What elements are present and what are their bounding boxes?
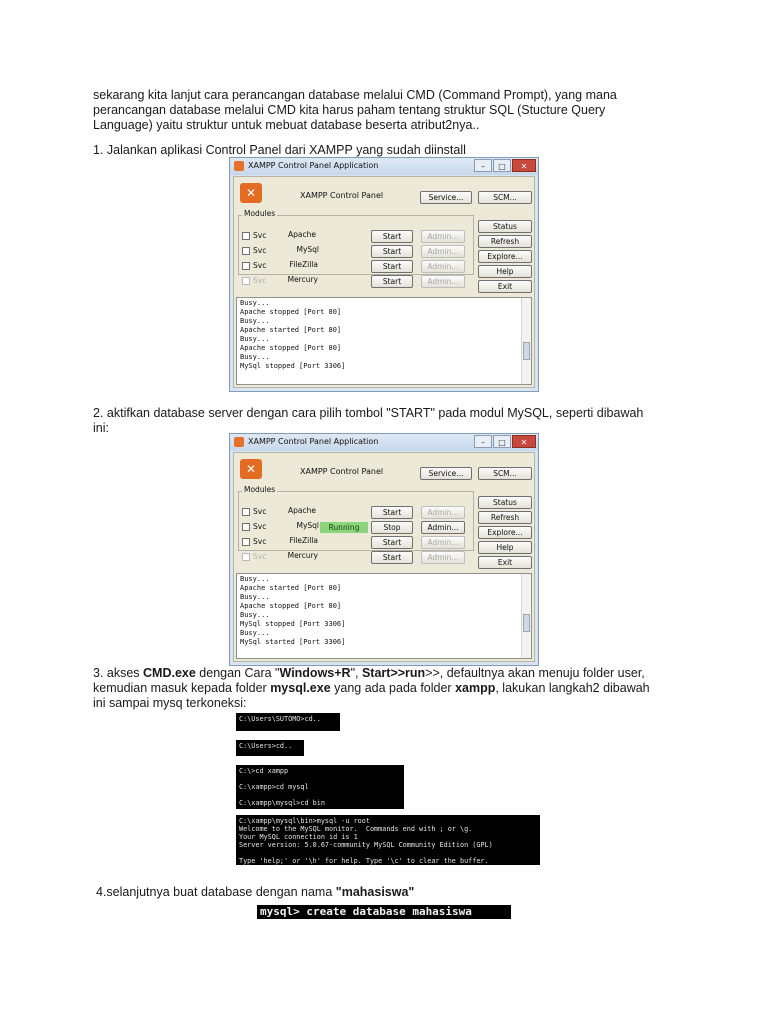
control-panel-body [233, 176, 535, 388]
intro-line-1: sekarang kita lanjut cara perancangan database melalui CMD (Command Prompt), yang mana [93, 88, 617, 102]
intro-line-3: Language) yaitu struktur untuk mebuat database beserta atribut2nya.. [93, 118, 480, 132]
intro-paragraph [93, 88, 693, 133]
start-run-label: Start>>run [361, 666, 426, 680]
database-name-label: "mahasiswa" [335, 885, 415, 899]
step-3-text-part: >>, defaultnya akan menuju folder user, [425, 666, 645, 680]
panel-title: XAMPP Control Panel [300, 467, 384, 476]
step-4-text [96, 885, 696, 900]
cmd-exe-label: CMD.exe [143, 666, 196, 680]
service-button[interactable]: Service... [420, 191, 472, 204]
xampp-logo-icon: ✕ [240, 183, 262, 203]
step-3-text-part: yang ada pada folder [330, 681, 456, 695]
intro-line-2: perancangan database melalui CMD kita harus paham tentang struktur SQL (Stucture Query [93, 103, 606, 117]
filezilla-svc-label: Svc [253, 261, 267, 270]
terminal-cd-xampp-mysql-bin: C:\>cd xampp C:\xampp>cd mysql C:\xampp\mysql>cd bin [236, 765, 404, 809]
log-text: Busy... Apache stopped [Port 80] Busy... Apache started [Port 80] Busy... Apache stopped [Port 80] Busy... MySql stopped [Port 3306] [240, 299, 346, 370]
minimize-icon[interactable]: – [474, 159, 492, 172]
step-3-text-part: kemudian masuk kepada folder [93, 681, 271, 695]
close-icon[interactable]: ✕ [512, 435, 536, 448]
mysql-svc-checkbox[interactable] [242, 523, 250, 531]
mercury-admin-button[interactable]: Admin... [421, 275, 465, 288]
module-filezilla: FileZilla [289, 260, 318, 269]
mercury-start-button[interactable]: Start [371, 275, 413, 288]
explore-button[interactable]: Explore... [478, 526, 532, 539]
apache-start-button[interactable]: Start [371, 230, 413, 243]
apache-admin-button[interactable]: Admin... [421, 230, 465, 243]
title-bar [230, 158, 538, 175]
status-button[interactable]: Status [478, 496, 532, 509]
log-scrollbar[interactable] [521, 298, 531, 384]
close-icon[interactable]: ✕ [512, 159, 536, 172]
windows-r-label: Windows+R [279, 666, 351, 680]
filezilla-svc-checkbox[interactable] [242, 262, 250, 270]
mercury-svc-checkbox[interactable] [242, 277, 250, 285]
module-mercury: Mercury [287, 275, 318, 284]
apache-svc-checkbox[interactable] [242, 232, 250, 240]
help-button[interactable]: Help [478, 265, 532, 278]
terminal-mysql-login: C:\xampp\mysql\bin>mysql -u root Welcome to the MySQL monitor. Commands end with ; or \g. Your MySQL connection id is 1 Server version: 5.0.67-community MySQL Community Edition (GPL) Type 'help;' or '\h' for help. Type '\c' to clear the buffer. [236, 815, 540, 865]
minimize-icon[interactable]: – [474, 435, 492, 448]
mysql-stop-button[interactable]: Stop [371, 521, 413, 534]
step-2-line-1: 2. aktifkan database server dengan cara pilih tombol "START" pada modul MySQL, seperti dibawah [93, 406, 644, 420]
step-4-text-part: 4.selanjutnya buat database dengan nama [96, 885, 336, 899]
step-3-text-part: ", [350, 666, 362, 680]
module-mysql: MySql [296, 245, 319, 254]
scm-button[interactable]: SCM... [478, 467, 532, 480]
apache-start-button[interactable]: Start [371, 506, 413, 519]
filezilla-svc-label: Svc [253, 537, 267, 546]
mysql-svc-label: Svc [253, 522, 267, 531]
module-mysql: MySql [296, 521, 319, 530]
title-bar [230, 434, 538, 451]
service-button[interactable]: Service... [420, 467, 472, 480]
xampp-app-icon [234, 437, 244, 447]
log-scrollbar[interactable] [521, 574, 531, 658]
maximize-icon[interactable]: □ [493, 159, 511, 172]
step-3-text-part: , lakukan langkah2 dibawah [495, 681, 650, 695]
xampp-folder-label: xampp [455, 681, 496, 695]
module-filezilla: FileZilla [289, 536, 318, 545]
xampp-window-screenshot-2 [229, 433, 539, 666]
log-text: Busy... Apache started [Port 80] Busy... Apache stopped [Port 80] Busy... MySql stopped [Port 3306] Busy... MySql started [Port 3306] [240, 575, 346, 646]
refresh-button[interactable]: Refresh [478, 511, 532, 524]
scrollbar-thumb[interactable] [523, 614, 530, 632]
panel-title: XAMPP Control Panel [300, 191, 384, 200]
control-panel-body [233, 452, 535, 662]
mercury-svc-label: Svc [253, 276, 267, 285]
apache-svc-label: Svc [253, 507, 267, 516]
mercury-start-button[interactable]: Start [371, 551, 413, 564]
mysql-admin-button[interactable]: Admin... [421, 245, 465, 258]
filezilla-admin-button[interactable]: Admin... [421, 260, 465, 273]
modules-label: Modules [244, 485, 276, 494]
step-3-text-part: 3. akses [93, 666, 144, 680]
module-mercury: Mercury [287, 551, 318, 560]
mercury-svc-label: Svc [253, 552, 267, 561]
terminal-cd-root: C:\Users>cd.. [236, 740, 304, 756]
step-3-text-part: ini sampai mysq terkoneksi: [93, 696, 247, 710]
mercury-svc-checkbox[interactable] [242, 553, 250, 561]
log-panel[interactable] [236, 573, 532, 659]
window-title: XAMPP Control Panel Application [248, 161, 379, 170]
module-apache: Apache [288, 230, 316, 239]
apache-admin-button[interactable]: Admin... [421, 506, 465, 519]
filezilla-start-button[interactable]: Start [371, 536, 413, 549]
apache-svc-checkbox[interactable] [242, 508, 250, 516]
xampp-logo-icon: ✕ [240, 459, 262, 479]
step-2-text [93, 406, 693, 436]
mercury-admin-button[interactable]: Admin... [421, 551, 465, 564]
step-3-text-part: dengan Cara " [195, 666, 280, 680]
step-3-text [93, 666, 693, 711]
filezilla-admin-button[interactable]: Admin... [421, 536, 465, 549]
filezilla-svc-checkbox[interactable] [242, 538, 250, 546]
scrollbar-thumb[interactable] [523, 342, 530, 360]
log-panel[interactable] [236, 297, 532, 385]
terminal-cd-users: C:\Users\SUTOMO>cd.. [236, 713, 340, 731]
exit-button[interactable]: Exit [478, 556, 532, 569]
filezilla-start-button[interactable]: Start [371, 260, 413, 273]
maximize-icon[interactable]: □ [493, 435, 511, 448]
mysql-admin-button[interactable]: Admin... [421, 521, 465, 534]
help-button[interactable]: Help [478, 541, 532, 554]
step-2-line-2: ini: [93, 421, 109, 435]
refresh-button[interactable]: Refresh [478, 235, 532, 248]
explore-button[interactable]: Explore... [478, 250, 532, 263]
xampp-window-screenshot-1 [229, 157, 539, 392]
apache-svc-label: Svc [253, 231, 267, 240]
scm-button[interactable]: SCM... [478, 191, 532, 204]
step-1-text: 1. Jalankan aplikasi Control Panel dari XAMPP yang sudah diinstall [93, 143, 466, 157]
mysql-svc-checkbox[interactable] [242, 247, 250, 255]
modules-label: Modules [244, 209, 276, 218]
exit-button[interactable]: Exit [478, 280, 532, 293]
status-button[interactable]: Status [478, 220, 532, 233]
xampp-app-icon [234, 161, 244, 171]
mysql-running-status: Running [320, 522, 368, 533]
mysql-start-button[interactable]: Start [371, 245, 413, 258]
mysql-svc-label: Svc [253, 246, 267, 255]
mysql-exe-label: mysql.exe [270, 681, 331, 695]
window-title: XAMPP Control Panel Application [248, 437, 379, 446]
module-apache: Apache [288, 506, 316, 515]
terminal-create-database: mysql> create database mahasiswa [257, 905, 511, 919]
